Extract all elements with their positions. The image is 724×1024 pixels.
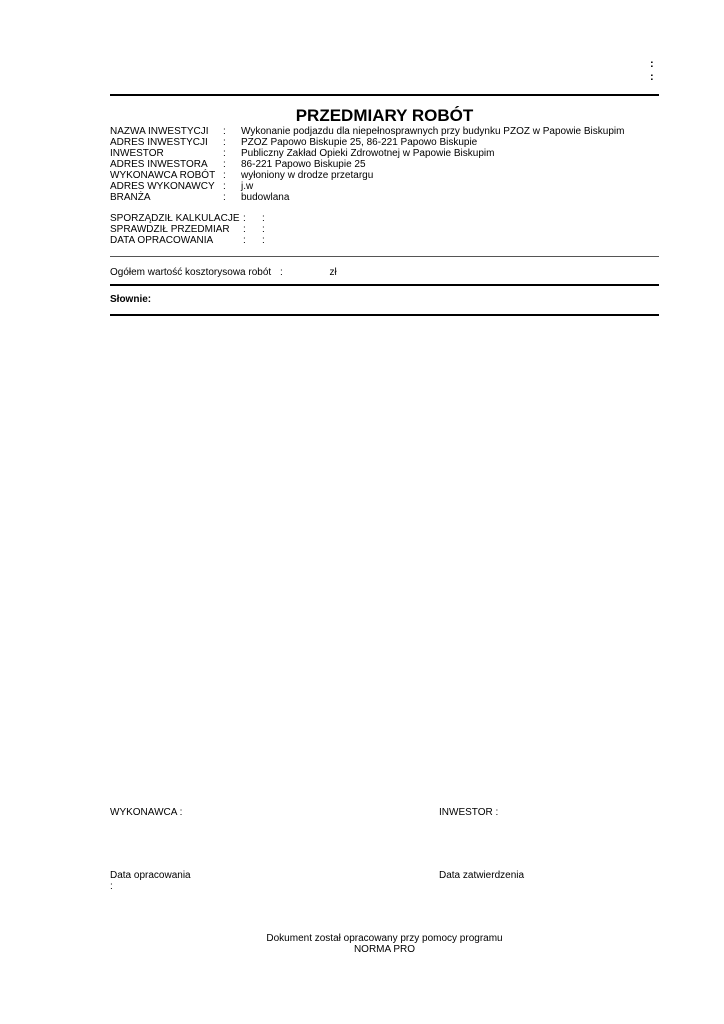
field-label: INWESTOR <box>110 148 164 159</box>
contractor-signature-label: WYKONAWCA : <box>110 807 183 818</box>
field-value: PZOZ Papowo Biskupie 25, 86-221 Papowo Biskupie <box>241 137 478 148</box>
top-rule <box>110 94 659 96</box>
signature-row <box>110 235 310 246</box>
words-rule <box>110 314 659 316</box>
section-divider <box>110 256 659 257</box>
footer-note <box>110 933 659 955</box>
field-colon: : <box>223 181 226 192</box>
signature-label: DATA OPRACOWANIA <box>110 235 214 246</box>
field-label: WYKONAWCA ROBÓT <box>110 170 216 181</box>
signature-label: SPORZĄDZIŁ KALKULACJE <box>110 213 240 224</box>
signature-label: SPRAWDZIŁ PRZEDMIAR <box>110 224 230 235</box>
corner-colon: : <box>650 58 654 70</box>
field-value: j.w <box>241 181 254 192</box>
signature-colon: : <box>262 235 265 246</box>
field-row <box>110 148 670 159</box>
total-cost-line <box>110 267 337 278</box>
field-row <box>110 137 670 148</box>
prep-date-colon: : <box>110 881 113 892</box>
investment-info <box>110 126 670 203</box>
amount-in-words-label: Słownie: <box>110 294 152 305</box>
field-row <box>110 181 670 192</box>
field-colon: : <box>223 137 226 148</box>
investor-signature-label: INWESTOR : <box>439 807 499 818</box>
field-value: Wykonanie podjazdu dla niepełnosprawnych przy budynku PZOZ w Papowie Biskupim <box>241 126 625 137</box>
field-label: BRANŻA <box>110 192 151 203</box>
prep-date-label: Data opracowania <box>110 870 191 881</box>
field-value: 86-221 Papowo Biskupie 25 <box>241 159 366 170</box>
field-value: wyłoniony w drodze przetargu <box>241 170 374 181</box>
total-cost-label: Ogółem wartość kosztorysowa robót <box>110 267 272 278</box>
signatures-block <box>110 213 310 246</box>
corner-colon: : <box>650 71 654 83</box>
field-colon: : <box>223 170 226 181</box>
page-title: PRZEDMIARY ROBÓT <box>295 106 474 125</box>
field-value: budowlana <box>241 192 290 203</box>
field-label: ADRES WYKONAWCY <box>110 181 215 192</box>
field-label: ADRES INWESTYCJI <box>110 137 208 148</box>
field-value: Publiczny Zakład Opieki Zdrowotnej w Papowie Biskupim <box>241 148 495 159</box>
field-row <box>110 192 670 203</box>
field-row <box>110 126 670 137</box>
footer-line: Dokument został opracowany przy pomocy programu <box>266 933 503 944</box>
field-colon: : <box>223 148 226 159</box>
total-cost-currency: zł <box>329 267 337 278</box>
footer-program-name: NORMA PRO <box>353 944 416 955</box>
signature-colon: : <box>243 235 246 246</box>
corner-marks <box>650 58 654 84</box>
field-colon: : <box>223 126 226 137</box>
field-label: NAZWA INWESTYCJI <box>110 126 209 137</box>
total-cost-colon: : <box>279 267 283 278</box>
signature-row <box>110 213 310 224</box>
signature-colon: : <box>243 224 246 235</box>
field-label: ADRES INWESTORA <box>110 159 208 170</box>
signature-row <box>110 224 310 235</box>
signature-colon: : <box>243 213 246 224</box>
field-colon: : <box>223 192 226 203</box>
field-colon: : <box>223 159 226 170</box>
field-row <box>110 170 670 181</box>
total-rule <box>110 284 659 286</box>
signature-colon: : <box>262 224 265 235</box>
approval-date-label: Data zatwierdzenia <box>439 870 525 881</box>
signature-colon: : <box>262 213 265 224</box>
field-row <box>110 159 670 170</box>
